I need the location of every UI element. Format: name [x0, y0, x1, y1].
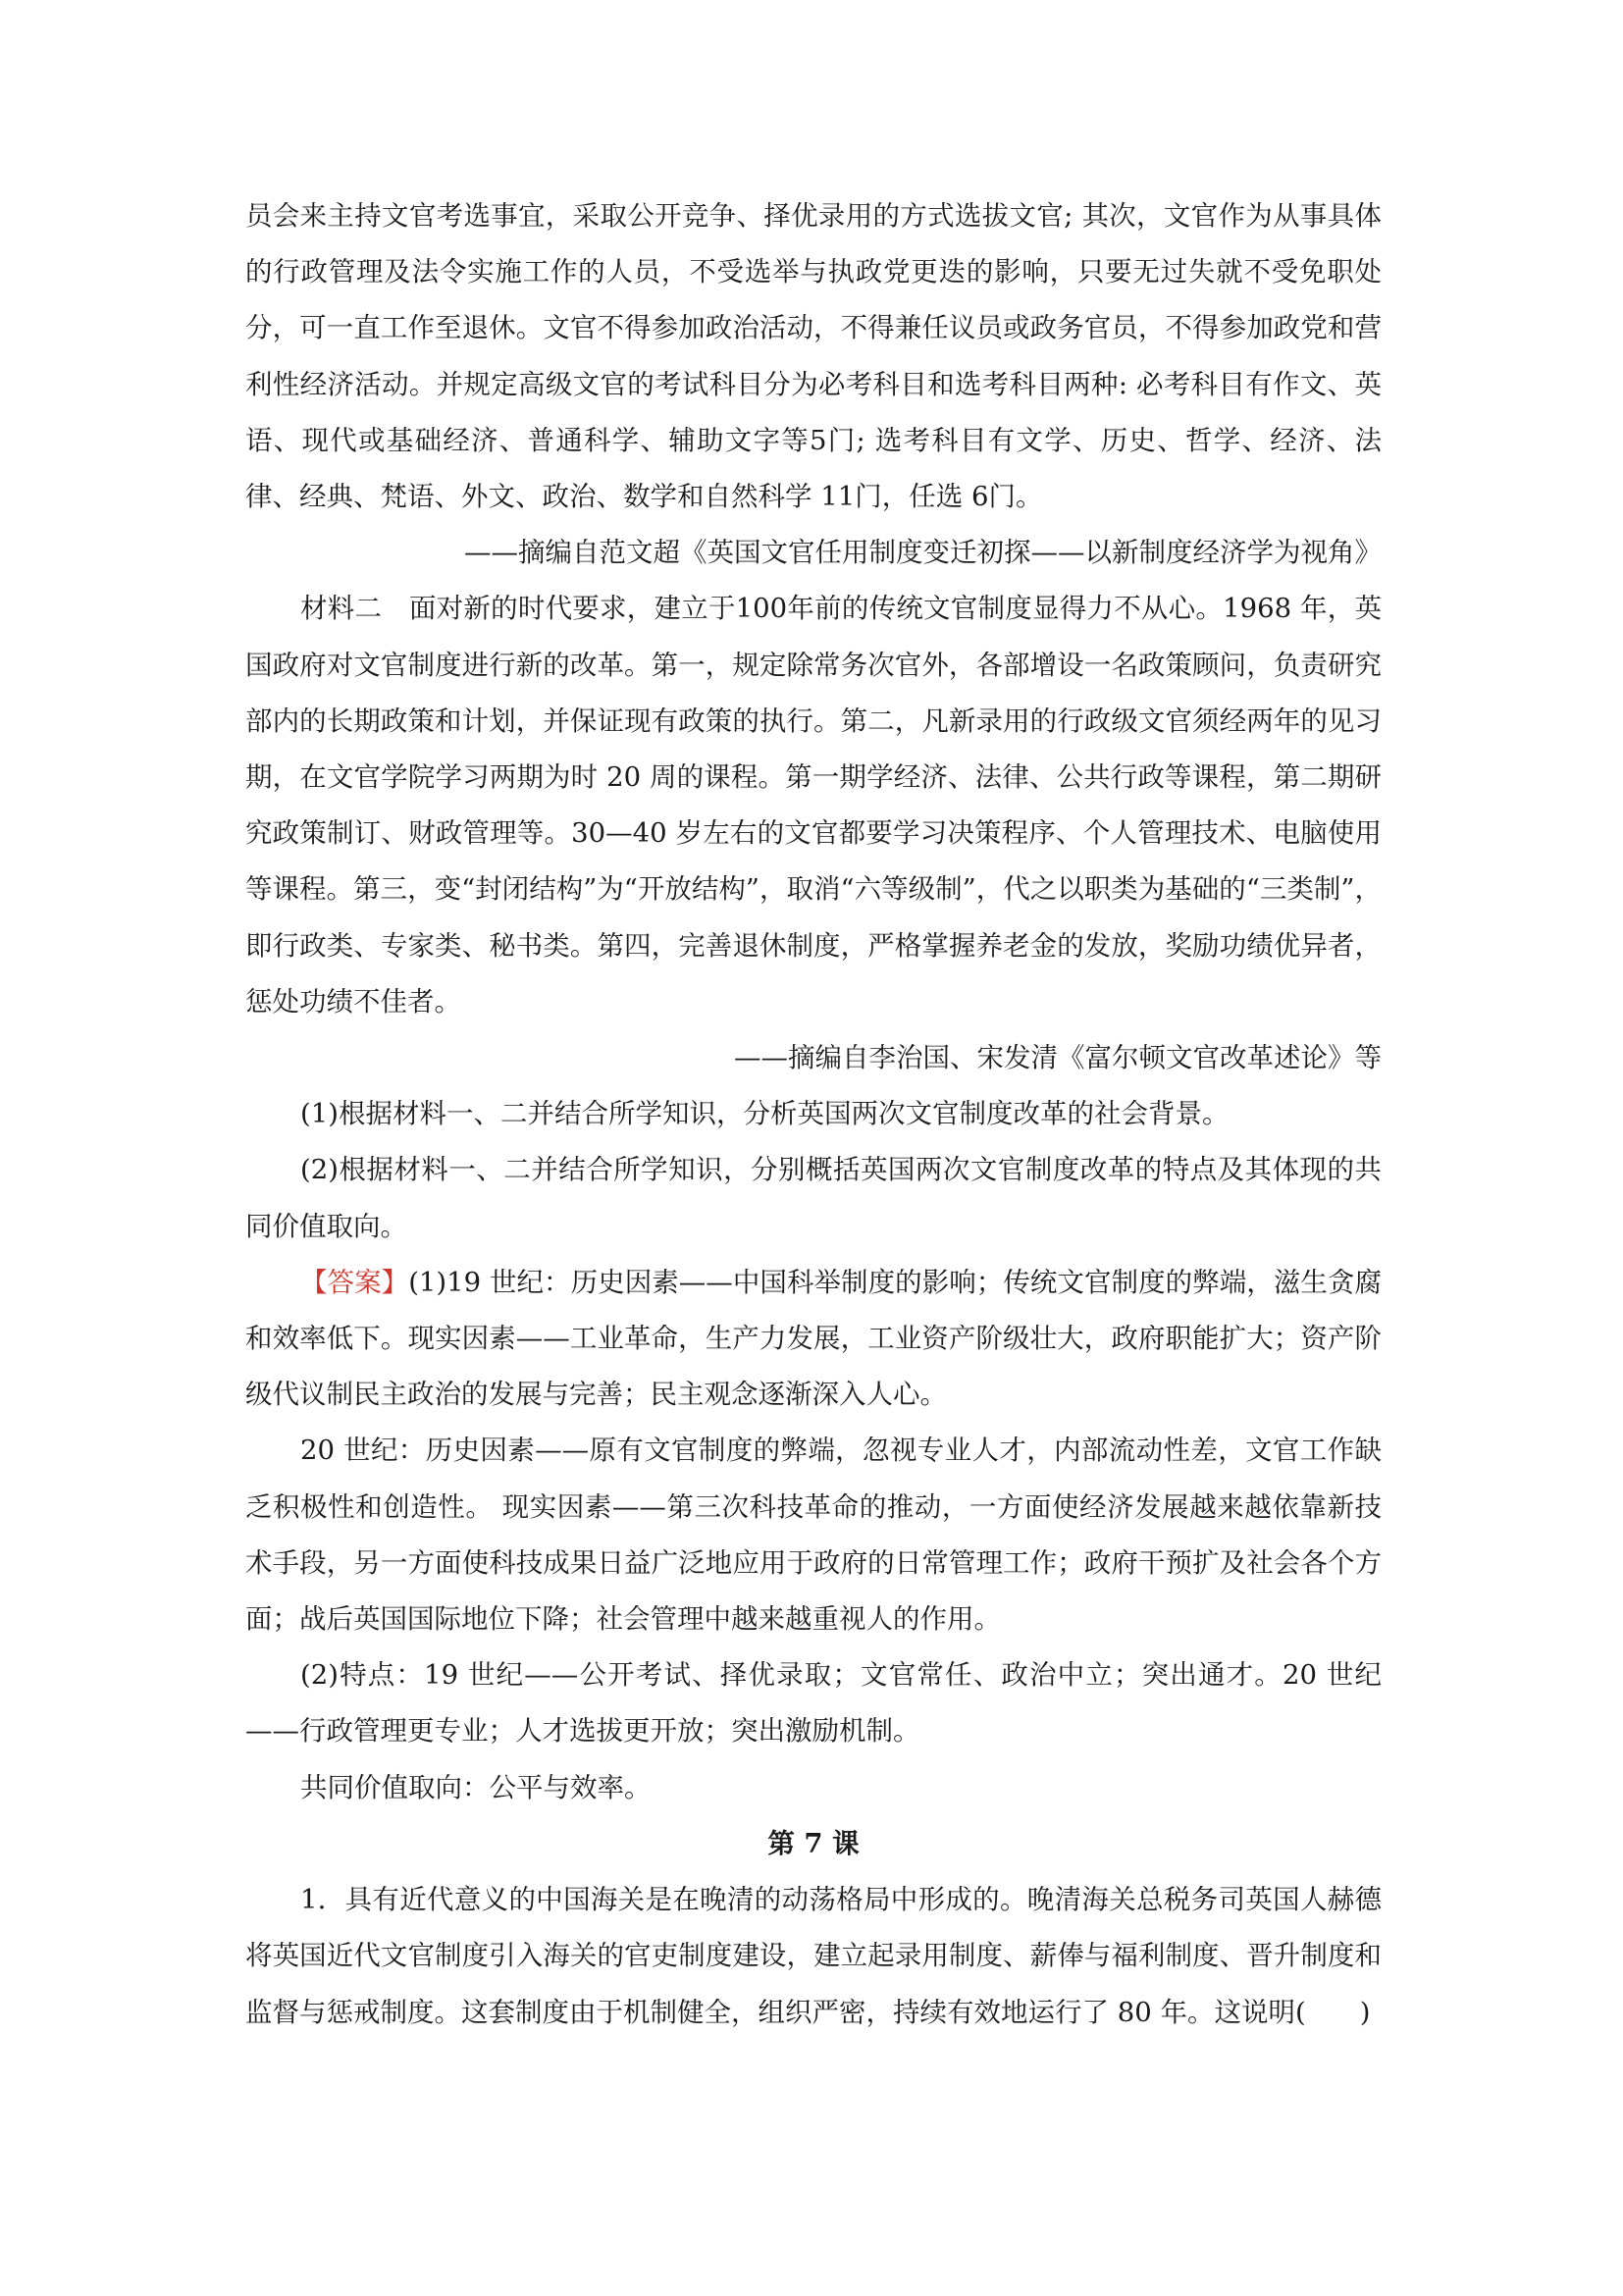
- answer-part-1-20th-century: 20 世纪：历史因素——原有文官制度的弊端，忽视专业人才，内部流动性差，文官工作缺乏积极性和创造性。 现实因素——第三次科技革命的推动，一方面使经济发展越来越依靠新技术手段，另一方面使科技成果日益广泛地应用于政府的日常管理工作；政府干预扩及社会各个方面；战后英国国际地位下降；社会管理中越来越重视人的作用。: [245, 1435, 1382, 1636]
- question-part-1: (1)根据材料一、二并结合所学知识，分析英国两次文官制度改革的社会背景。: [300, 1098, 1230, 1130]
- document-body: [245, 188, 1382, 2041]
- answer-part-1-19th-century-text: (1)19 世纪：历史因素——中国科举制度的影响；传统文官制度的弊端，滋生贪腐和效率低下。现实因素——工业革命，生产力发展，工业资产阶级壮大，政府职能扩大；资产阶级代议制民主政治的发展与完善；民主观念逐渐深入人心。: [245, 1266, 1382, 1411]
- answer-part-2: (2)特点：19 世纪——公开考试、择优录取；文官常任、政治中立；突出通才。20 世纪——行政管理更专业；人才选拔更开放；突出激励机制。: [245, 1659, 1382, 1748]
- material-two: 材料二 面对新的时代要求，建立于100年前的传统文官制度显得力不从心。1968 年，英国政府对文官制度进行新的改革。第一，规定除常务次官外，各部增设一名政策顾问，负责研究部内的长期政策和计划，并保证现有政策的执行。第二，凡新录用的行政级文官须经两年的见习期，在文官学院学习两期为时 20 周的课程。第一期学经济、法律、公共行政等课程，第二期研究政策制订、财政管理等。30—40 岁左右的文官都要学习决策程序、个人管理技术、电脑使用等课程。第三，变“封闭结构”为“开放结构”，取消“六等级制”，代之以职类为基础的“三类制”，即行政类、专家类、秘书类。第四，完善退休制度，严格掌握养老金的发放，奖励功绩优异者，惩处功绩不佳者。: [245, 593, 1382, 1018]
- answer-part-1-19th-century: [245, 1255, 1382, 1424]
- material-one-source: ——摘编自范文超《英国文官任用制度变迁初探——以新制度经济学为视角》: [464, 537, 1382, 569]
- question-part-2: (2)根据材料一、二并结合所学知识，分别概括英国两次文官制度改革的特点及其体现的共同价值取向。: [245, 1154, 1382, 1242]
- answer-label: 【答案】: [300, 1266, 409, 1298]
- answer-common-value: 共同价值取向：公平与效率。: [300, 1771, 652, 1803]
- material-one-continuation: 员会来主持文官考选事宜，采取公开竞争、择优录用的方式选拔文官; 其次，文官作为从事具体的行政管理及法令实施工作的人员，不受选举与执政党更迭的影响，只要无过失就不受免职处分，可一直工作至退休。文官不得参加政治活动，不得兼任议员或政务官员，不得参加政党和营利性经济活动。并规定高级文官的考试科目分为必考科目和选考科目两种: 必考科目有作文、英语、现代或基础经济、普通科学、辅助文字等5门; 选考科目有文学、历史、哲学、经济、法律、经典、梵语、外文、政治、数学和自然科学 11门，任选 6门。: [245, 200, 1382, 513]
- material-two-source: ——摘编自李治国、宋发清《富尔顿文官改革述论》等: [734, 1042, 1382, 1074]
- lesson-question-1: 1．具有近代意义的中国海关是在晚清的动荡格局中形成的。晚清海关总税务司英国人赫德将英国近代文官制度引入海关的官吏制度建设，建立起录用制度、薪俸与福利制度、晋升制度和监督与惩戒制度。这套制度由于机制健全，组织严密，持续有效地运行了 80 年。这说明( ): [245, 1884, 1382, 2028]
- lesson-title: 第 7 课: [767, 1827, 860, 1859]
